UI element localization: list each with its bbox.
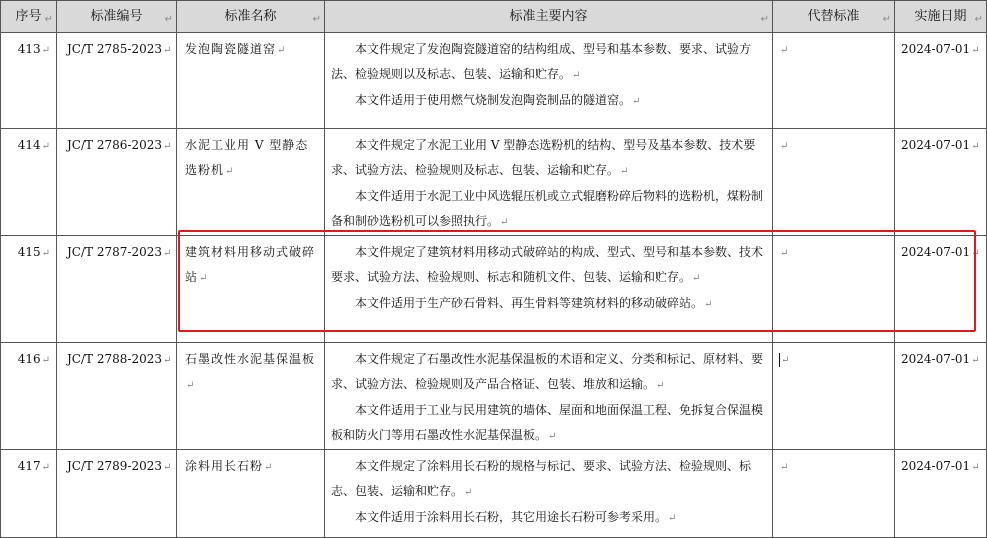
cell-replaced: ↵: [773, 129, 895, 236]
cell-content: [325, 129, 773, 236]
cell-no: 413↵: [1, 33, 57, 129]
cell-name: 水泥工业用 V 型静态选粉机↵: [177, 129, 325, 236]
content-paragraph: 本文件规定了石墨改性水泥基保温板的术语和定义、分类和标记、原材料、要求、试验方法、检验规则及产品合格证、包装、堆放和运输。↵: [331, 352, 764, 391]
cell-no: 415↵: [1, 236, 57, 343]
content-paragraph: 本文件适用于生产砂石骨料、再生骨料等建筑材料的移动破碎站。↵: [355, 296, 713, 310]
cell-no: 416↵: [1, 343, 57, 450]
header-no: 序号 ↵: [1, 1, 57, 33]
cell-content: [325, 343, 773, 450]
cell-replaced: ↵: [773, 450, 895, 538]
cell-date: 2024-07-01↵: [895, 450, 987, 538]
content-paragraph: 本文件规定了涂料用长石粉的规格与标记、要求、试验方法、检验规则、标志、包装、运输和贮存。↵: [331, 459, 752, 498]
cell-code: JC/T 2789-2023↵: [57, 450, 177, 538]
cell-name: 建筑材料用移动式破碎站↵: [177, 236, 325, 343]
cell-name: 石墨改性水泥基保温板↵: [177, 343, 325, 450]
cell-date: 2024-07-01↵: [895, 343, 987, 450]
header-replaced: 代替标准 ↵: [773, 1, 895, 33]
table-row: [1, 450, 987, 538]
content-paragraph: 本文件规定了发泡陶瓷隧道窑的结构组成、型号和基本参数、要求、试验方法、检验规则以及标志、包装、运输和贮存。↵: [331, 42, 752, 81]
content-paragraph: 本文件适用于工业与民用建筑的墙体、屋面和地面保温工程、免拆复合保温模板和防火门等用石墨改性水泥基保温板。↵: [331, 403, 764, 442]
cell-replaced[interactable]: ↵: [773, 343, 895, 450]
header-code: 标准编号 ↵: [57, 1, 177, 33]
table-row: [1, 129, 987, 236]
cell-content: [325, 33, 773, 129]
cell-replaced: ↵: [773, 236, 895, 343]
header-row: [1, 1, 987, 33]
cell-no: 417↵: [1, 450, 57, 538]
cell-content: [325, 450, 773, 538]
cell-code: JC/T 2786-2023↵: [57, 129, 177, 236]
header-name: 标准名称 ↵: [177, 1, 325, 33]
header-content: 标准主要内容 ↵: [325, 1, 773, 33]
cell-date: 2024-07-01↵: [895, 236, 987, 343]
content-paragraph: 本文件适用于使用燃气烧制发泡陶瓷制品的隧道窑。↵: [355, 93, 641, 107]
table-row: [1, 236, 987, 343]
cell-name: 发泡陶瓷隧道窑↵: [177, 33, 325, 129]
cell-content: [325, 236, 773, 343]
cell-date: 2024-07-01↵: [895, 33, 987, 129]
content-paragraph: 本文件适用于涂料用长石粉，其它用途长石粉可参考采用。↵: [355, 510, 677, 524]
cell-name: 涂料用长石粉↵: [177, 450, 325, 538]
cell-code: JC/T 2788-2023↵: [57, 343, 177, 450]
text-cursor: [779, 353, 780, 367]
content-paragraph: 本文件适用于水泥工业中风选辊压机或立式辊磨粉碎后物料的选粉机，煤粉制备和制砂选粉机可以参照执行。↵: [331, 189, 764, 228]
table-row: [1, 343, 987, 450]
cell-code: JC/T 2787-2023↵: [57, 236, 177, 343]
header-date: 实施日期 ↵: [895, 1, 987, 33]
table-row: [1, 33, 987, 129]
cell-date: 2024-07-01↵: [895, 129, 987, 236]
cell-no: 414↵: [1, 129, 57, 236]
content-paragraph: 本文件规定了建筑材料用移动式破碎站的构成、型式、型号和基本参数、技术要求、试验方法、检验规则、标志和随机文件、包装、运输和贮存。↵: [331, 245, 764, 284]
content-paragraph: 本文件规定了水泥工业用 V 型静态选粉机的结构、型号及基本参数、技术要求、试验方法、检验规则及标志、包装、运输和贮存。↵: [331, 138, 756, 177]
cell-code: JC/T 2785-2023↵: [57, 33, 177, 129]
cell-replaced: ↵: [773, 33, 895, 129]
